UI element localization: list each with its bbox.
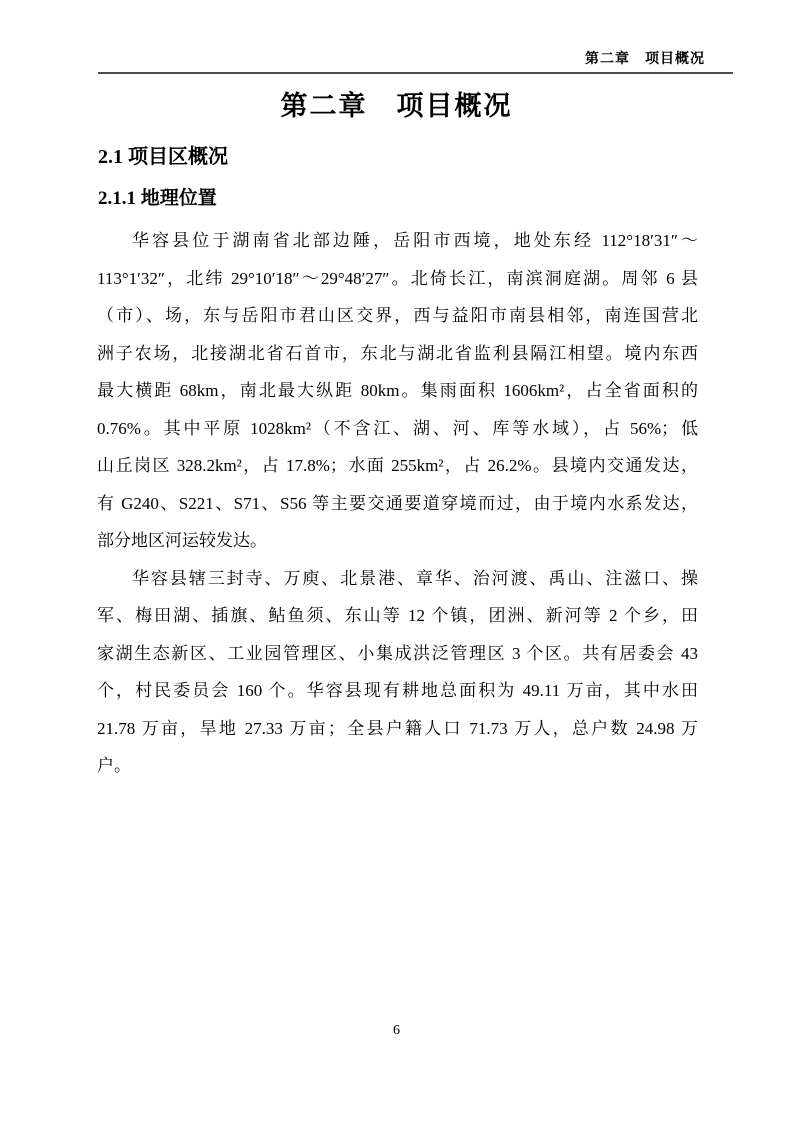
page-number: 6 [393,1023,400,1038]
paragraph-line: 0.76%。其中平原 1028km²（不含江、湖、河、库等水域），占 56%；低 [97,418,698,438]
paragraph-line: 有 G240、S221、S71、S56 等主要交通要道穿境而过，由于境内水系发达， [97,493,698,513]
paragraph-line: 华容县位于湖南省北部边陲，岳阳市西境，地处东经 112°18′31″～ [132,231,698,250]
section-heading: 2.1 项目区概况 [98,146,228,168]
paragraph-line: 最大横距 68km，南北最大纵距 80km。集雨面积 1606km²，占全省面积的 [97,381,698,400]
paragraph-administration [97,560,698,785]
subsection-heading: 2.1.1 地理位置 [98,188,217,209]
paragraph-line: （市）、场，东与岳阳市君山区交界，西与益阳市南县相邻，南连国营北 [97,306,698,325]
paragraph-line: 个，村民委员会 160 个。华容县现有耕地总面积为 49.11 万亩，其中水田 [97,681,698,700]
paragraph-line: 113°1′32″，北纬 29°10′18″～29°48′27″。北倚长江，南滨洞庭湖。周邻 6 县 [97,268,698,288]
chapter-title: 第二章 项目概况 [280,91,513,121]
paragraph-geography [97,222,698,560]
page-header-text: 第二章 项目概况 [585,50,705,66]
paragraph-line: 户。 [97,756,131,775]
paragraph-line: 洲子农场，北接湖北省石首市，东北与湖北省监利县隔江相望。境内东西 [97,343,698,363]
paragraph-line: 部分地区河运较发达。 [97,531,267,550]
paragraph-line: 军、梅田湖、插旗、鲇鱼须、东山等 12 个镇，团洲、新河等 2 个乡，田 [97,606,698,625]
page-header [98,50,733,74]
paragraph-line: 山丘岗区 328.2km²，占 17.8%；水面 255km²，占 26.2%。县境内交通发达， [97,456,698,475]
body-text [97,222,698,785]
paragraph-line: 家湖生态新区、工业园管理区、小集成洪泛管理区 3 个区。共有居委会 43 [97,643,698,663]
paragraph-line: 华容县辖三封寺、万庾、北景港、章华、治河渡、禹山、注滋口、操 [132,568,698,588]
paragraph-line: 21.78 万亩，旱地 27.33 万亩；全县户籍人口 71.73 万人，总户数 24.98 万 [97,718,698,738]
